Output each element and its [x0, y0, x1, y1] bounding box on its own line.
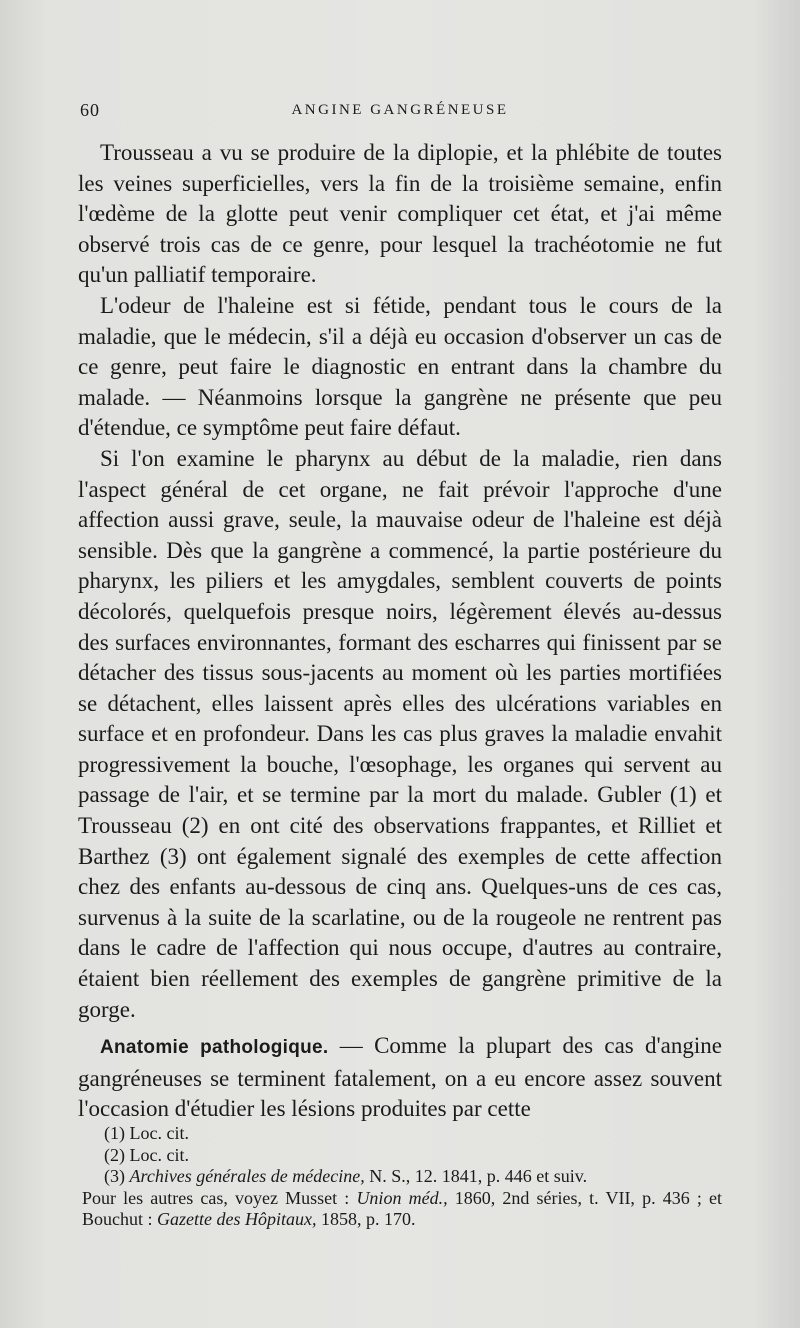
- footnote-3-number: (3): [104, 1166, 130, 1187]
- footnote-journal-gazette: Gazette des Hôpitaux,: [157, 1209, 317, 1230]
- footnote-cont-a: Pour les autres cas, voyez Musset :: [82, 1187, 357, 1208]
- page-header: [78, 100, 722, 126]
- main-text: [78, 138, 722, 1125]
- footnote-cont-b: 1860, 2nd séries, t. VII, p. 436 ; et Bouchut :: [82, 1187, 722, 1230]
- footnote-journal-union: Union méd.,: [356, 1187, 448, 1208]
- running-title: ANGINE GANGRÉNEUSE: [291, 102, 509, 118]
- footnote-cont-c: 1858, p. 170.: [316, 1209, 416, 1230]
- section-heading: Anatomie pathologique.: [100, 1037, 329, 1059]
- footnote-1: (1) Loc. cit.: [104, 1123, 189, 1143]
- paragraph-anatomy: [78, 1031, 722, 1125]
- footnote-3-ref: N. S., 12. 1841, p. 446 et suiv.: [364, 1166, 588, 1187]
- paragraph-2: L'odeur de l'haleine est si fétide, pendant tous le cours de la maladie, que le médecin, s'il a déjà eu occasion d'observer un cas de ce genre, peut faire le diagnostic en entrant dans la chambre du malade. — Néanmoins lorsque la gangrène ne présente que peu d'étendue, ce symptôme peut faire défaut.: [78, 292, 722, 441]
- section-text: — Comme la plupart des cas d'angine gangréneuses se terminent fatalement, on a eu encore assez souvent l'occasion d'étudier les lésions produites par cette: [78, 1033, 722, 1122]
- paragraph-1: Trousseau a vu se produire de la diplopie, et la phlébite de toutes les veines superficielles, vers la fin de la troisième semaine, enfin l'œdème de la glotte peut venir compliquer cet état, et j'ai même observé trois cas de ce genre, pour lesquel la trachéotomie ne fut qu'un palliatif temporaire.: [78, 140, 722, 288]
- footnotes: [82, 1123, 722, 1231]
- footnote-3: [104, 1166, 722, 1188]
- footnote-continuation: [82, 1188, 722, 1231]
- paragraph-3: Si l'on examine le pharynx au début de la maladie, rien dans l'aspect général de cet organe, ne fait prévoir l'approche d'une affection aussi grave, seule, la mauvaise odeur de l'haleine est déjà sensible. Dès que la gangrène a commencé, la partie postérieure du pharynx, les piliers et les amygdales, semblent couverts de points décolorés, quelquefois presque noirs, légèrement élevés au-dessus des surfaces environnantes, formant des escharres qui finissent par se détacher des tissus sous-jacents au moment où les parties mortifiées se détachent, elles laissent après elles des ulcérations variables en surface et en profondeur. Dans les cas plus graves la maladie envahit progressivement la bouche, l'œsophage, les organes qui servent au passage de l'air, et se termine par la mort du malade. Gubler (1) et Trousseau (2) en ont cité des observations frappantes, et Rilliet et Barthez (3) ont également signalé des exemples de cette affection chez des enfants au-dessous de cinq ans. Quelques-uns de ces cas, survenus à la suite de la scarlatine, ou de la rougeole ne rentrent pas dans le cadre de l'affection qui nous occupe, d'autres au contraire, étaient bien réellement des exemples de gangrène primitive de la gorge.: [78, 445, 722, 1022]
- footnote-2: (2) Loc. cit.: [104, 1144, 189, 1165]
- page-number: 60: [80, 100, 100, 120]
- footnote-3-journal: Archives générales de médecine,: [129, 1166, 365, 1187]
